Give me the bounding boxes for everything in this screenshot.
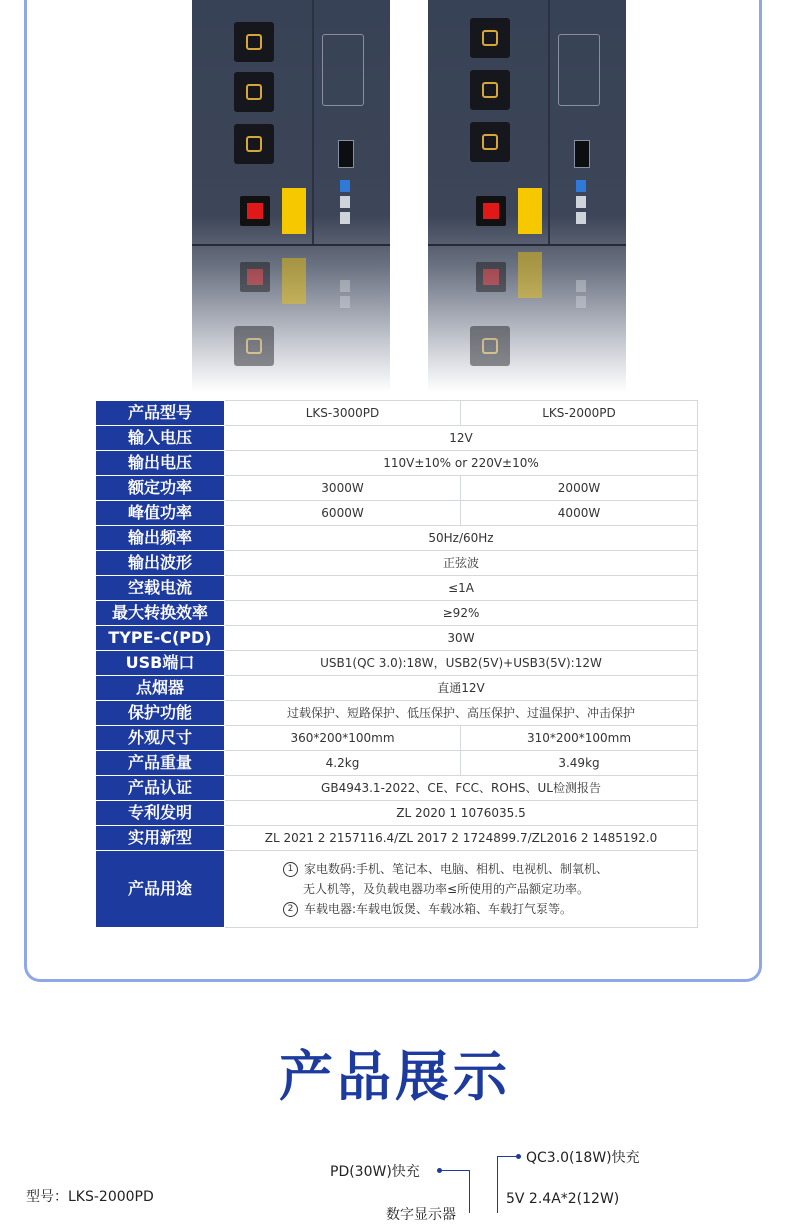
inverter-unit-3000 [192, 0, 390, 392]
spec-row [96, 476, 698, 501]
spec-label: TYPE-C(PD) [96, 626, 225, 651]
spec-value: 直通12V [225, 676, 698, 701]
spec-value: ZL 2020 1 1076035.5 [225, 801, 698, 826]
spec-label: 输入电压 [96, 426, 225, 451]
power-switch-icon [476, 196, 506, 226]
spec-row [96, 526, 698, 551]
callout-line [440, 1170, 470, 1171]
callout-line [469, 1170, 470, 1213]
spec-row [96, 776, 698, 801]
spec-row [96, 551, 698, 576]
spec-label: 点烟器 [96, 676, 225, 701]
spec-label: 保护功能 [96, 701, 225, 726]
spec-value: ≥92% [225, 601, 698, 626]
spec-row [96, 576, 698, 601]
spec-value: 110V±10% or 220V±10% [225, 451, 698, 476]
usb-port-icon [576, 180, 586, 192]
spec-row [96, 451, 698, 476]
warning-label-icon [282, 188, 306, 234]
product-photo [190, 0, 630, 392]
feature-icons-panel [558, 34, 600, 106]
usb-port-icon [340, 196, 350, 208]
circled-number: 2 [283, 902, 298, 917]
callout-display: 数字显示器 [386, 1207, 456, 1223]
spec-label: 最大转换效率 [96, 601, 225, 626]
digital-display-icon [574, 140, 590, 168]
spec-row [96, 601, 698, 626]
ac-socket-icon [470, 18, 510, 58]
ac-socket-icon [234, 72, 274, 112]
warning-label-icon [518, 188, 542, 234]
spec-label: 输出频率 [96, 526, 225, 551]
usb-port-icon [340, 212, 350, 224]
spec-value: GB4943.1-2022、CE、FCC、ROHS、UL检测报告 [225, 776, 698, 801]
spec-label: 专利发明 [96, 801, 225, 826]
spec-value: 正弦波 [225, 551, 698, 576]
spec-row [96, 626, 698, 651]
usage-label: 产品用途 [96, 851, 225, 928]
spec-value: 过载保护、短路保护、低压保护、高压保护、过温保护、冲击保护 [225, 701, 698, 726]
spec-row [96, 801, 698, 826]
usage-line-1b: 无人机等，及负载电器功率≤所使用的产品额定功率。 [303, 882, 590, 896]
spec-value-model-3000: LKS-3000PD [225, 401, 461, 426]
spec-value-model-2000: 3.49kg [461, 751, 698, 776]
spec-value: 30W [225, 626, 698, 651]
spec-label: USB端口 [96, 651, 225, 676]
callout-line [497, 1156, 517, 1157]
callout-usb: 5V 2.4A*2(12W) [506, 1191, 620, 1207]
spec-label: 外观尺寸 [96, 726, 225, 751]
callout-qc: QC3.0(18W)快充 [526, 1150, 640, 1166]
usb-port-icon [576, 196, 586, 208]
feature-icons-panel [322, 34, 364, 106]
spec-value-model-3000: 6000W [225, 501, 461, 526]
spec-value: 12V [225, 426, 698, 451]
spec-label: 产品型号 [96, 401, 225, 426]
spec-label: 额定功率 [96, 476, 225, 501]
spec-label: 空载电流 [96, 576, 225, 601]
digital-display-icon [338, 140, 354, 168]
spec-value-model-2000: 4000W [461, 501, 698, 526]
spec-value-model-2000: 2000W [461, 476, 698, 501]
spec-row [96, 426, 698, 451]
usage-row [96, 851, 698, 928]
spec-label: 输出电压 [96, 451, 225, 476]
usb-port-icon [340, 180, 350, 192]
callout-pd: PD(30W)快充 [330, 1164, 420, 1180]
spec-value-model-3000: 4.2kg [225, 751, 461, 776]
spec-value: 50Hz/60Hz [225, 526, 698, 551]
spec-row [96, 751, 698, 776]
spec-value: ≤1A [225, 576, 698, 601]
ac-socket-icon [470, 122, 510, 162]
ac-socket-icon [234, 22, 274, 62]
spec-row [96, 676, 698, 701]
spec-value-model-2000: LKS-2000PD [461, 401, 698, 426]
spec-row [96, 401, 698, 426]
circled-number: 1 [283, 862, 298, 877]
usage-line-1: 家电数码:手机、笔记本、电脑、相机、电视机、制氧机、 [304, 862, 609, 876]
spec-value: ZL 2021 2 2157116.4/ZL 2017 2 1724899.7/ZL2016 2 1485192.0 [225, 826, 698, 851]
section-title: 产品展示 [279, 1045, 511, 1108]
usage-content [225, 851, 698, 928]
spec-value: USB1(QC 3.0):18W，USB2(5V)+USB3(5V):12W [225, 651, 698, 676]
callout-line [497, 1156, 498, 1213]
spec-row [96, 826, 698, 851]
usb-port-icon [576, 212, 586, 224]
spec-label: 峰值功率 [96, 501, 225, 526]
spec-row [96, 651, 698, 676]
spec-label: 输出波形 [96, 551, 225, 576]
ac-socket-icon [470, 70, 510, 110]
model-label: 型号：LKS-2000PD [26, 1189, 154, 1205]
spec-row [96, 726, 698, 751]
spec-table [95, 400, 698, 928]
spec-value-model-3000: 360*200*100mm [225, 726, 461, 751]
ac-socket-icon [234, 124, 274, 164]
spec-label: 产品认证 [96, 776, 225, 801]
spec-label: 实用新型 [96, 826, 225, 851]
spec-label: 产品重量 [96, 751, 225, 776]
spec-row [96, 501, 698, 526]
spec-value-model-3000: 3000W [225, 476, 461, 501]
power-switch-icon [240, 196, 270, 226]
spec-row [96, 701, 698, 726]
usage-line-2: 车载电器:车载电饭煲、车载冰箱、车载打气泵等。 [304, 902, 573, 916]
spec-value-model-2000: 310*200*100mm [461, 726, 698, 751]
inverter-unit-2000 [428, 0, 626, 392]
